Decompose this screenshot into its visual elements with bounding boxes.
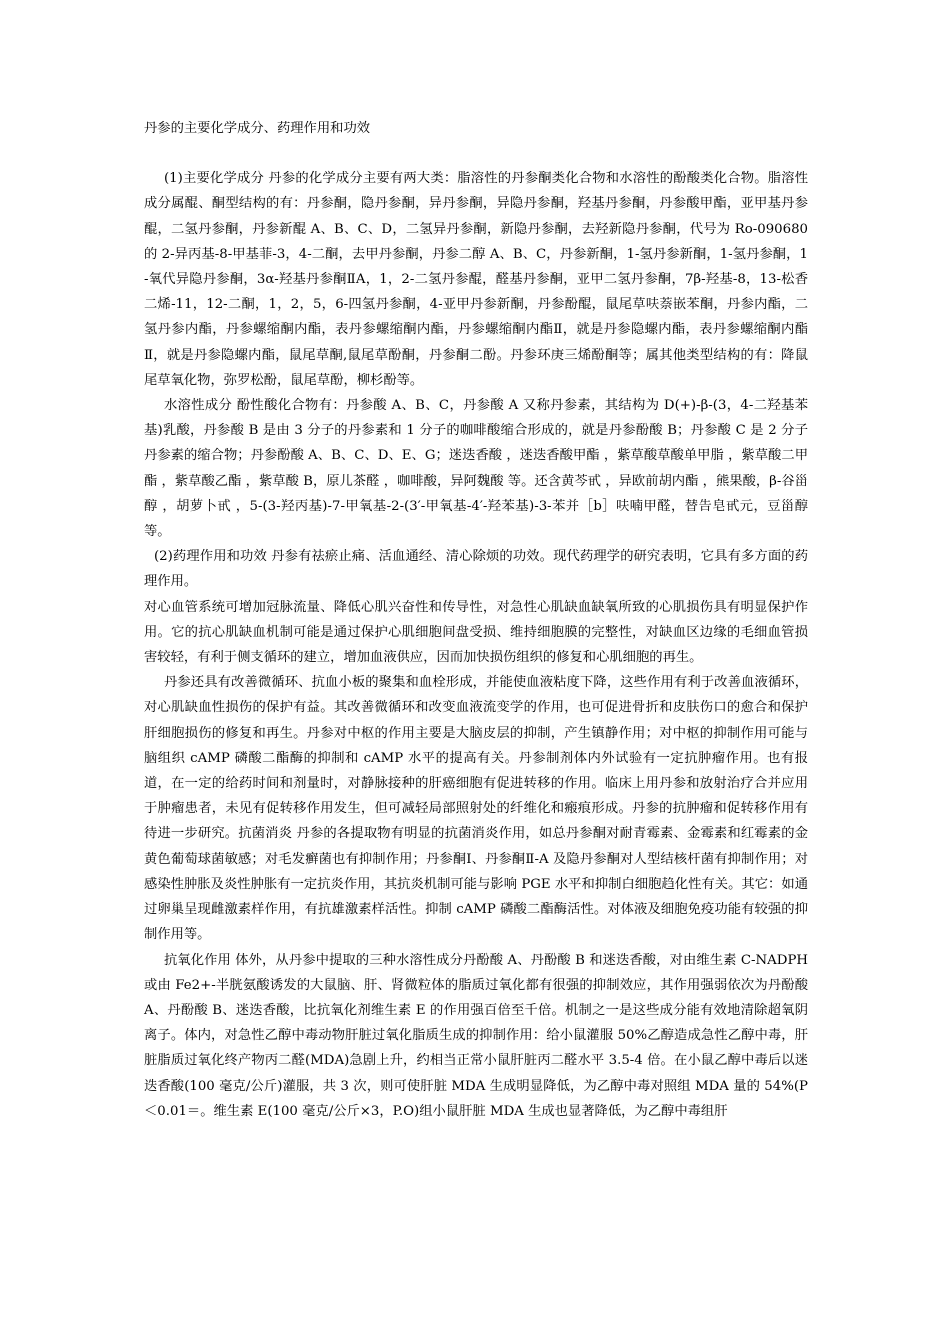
document-title: 丹参的主要化学成分、药理作用和功效 (144, 121, 371, 136)
paragraph-cardiovascular: 对心血管系统可增加冠脉流量、降低心肌兴奋性和传导性，对急性心肌缺血缺氧所致的心肌损伤具有明显保护作用。它的抗心肌缺血机制可能是通过保护心肌细胞间盘受损、维持细胞膜的完整性，对缺血区边缘的毛细血管损害较轻，有利于侧支循环的建立，增加血液供应，因而加快损伤组织的修复和心肌细胞的再生。 (144, 599, 808, 666)
paragraph-chemical-components: (1)主要化学成分 丹参的化学成分主要有两大类：脂溶性的丹参酮类化合物和水溶性的酚酸类化合物。脂溶性成分属醌、酮型结构的有：丹参酮，隐丹参酮，异丹参酮，异隐丹参酮，羟基丹参酮，丹参酸甲酯，亚甲基丹参醌，二氢丹参酮，丹参新醌 A、B、C、D，二氢异丹参酮，新隐丹参酮，去羟新隐丹参酮，代号为 Ro-090680 的 2-异丙基-8-甲基菲-3，4-二酮，去甲丹参酮，丹参二醇 A、B、C，丹参新酮，1-氢丹参新酮，1-氢丹参酮，1-氧代异隐丹参酮，3α-羟基丹参酮ⅡA，1，2-二氢丹参醌，醛基丹参酮，亚甲二氢丹参酮，7β-羟基-8，13-松香二烯-11，12-二酮，1，2，5，6-四氢丹参酮，4-亚甲丹参新酮，丹参酚醌，鼠尾草呋萘嵌苯酮，丹参内酯，二氢丹参内酯，丹参螺缩酮内酯，表丹参螺缩酮内酯，丹参螺缩酮内酯Ⅱ，就是丹参隐螺内酯，表丹参螺缩酮内酯Ⅱ，就是丹参隐螺内酯，鼠尾草酮,鼠尾草酚酮，丹参酮二酚。丹参环庚三烯酚酮等；属其他类型结构的有：降鼠尾草氧化物，弥罗松酚，鼠尾草酚，柳杉酚等。 (144, 171, 808, 388)
document-page (144, 116, 808, 1124)
paragraph-water-soluble: 水溶性成分 酚性酸化合物有：丹参酸 A、B、C，丹参酸 A 又称丹参素，其结构为 D(+)-β-(3，4-二羟基苯基)乳酸，丹参酸 B 是由 3 分子的丹参素和 1 分子的咖啡酸缩合形成的，就是丹参酚酸 B；丹参酸 C 是 2 分子丹参素的缩合物；丹参酚酸 A、B、C、D、E、G；迷迭香酸 ，迷迭香酸甲酯 ，紫草酸草酸单甲脂 ，紫草酸二甲酯 ，紫草酸乙酯 ，紫草酸 B，原儿茶醛 ，咖啡酸，异阿魏酸 等。还含黄芩甙 ，异欧前胡内酯 ，熊果酸，β-谷甾醇 ，胡萝卜甙 ，5-(3-羟丙基)-7-甲氧基-2-(3′-甲氧基-4′-羟苯基)-3-苯并［b］呋喃甲醛，替告皂甙元，豆甾醇等。 (144, 398, 808, 540)
paragraph-pharmacology-intro: (2)药理作用和功效 丹参有祛瘀止痛、活血通经、清心除烦的功效。现代药理学的研究表明，它具有多方面的药理作用。 (144, 549, 808, 590)
paragraph-microcirculation: 丹参还具有改善微循环、抗血小板的聚集和血栓形成，并能使血液粘度下降，这些作用有利于改善血液循环，对心肌缺血性损伤的保护有益。其改善微循环和改变血液流变学的作用，也可促进骨折和皮肤伤口的愈合和保护肝细胞损伤的修复和再生。丹参对中枢的作用主要是大脑皮层的抑制，产生镇静作用；对中枢的抑制作用可能与脑组织 cAMP 磷酸二酯酶的抑制和 cAMP 水平的提高有关。丹参制剂体内外试验有一定抗肿瘤作用。也有报道，在一定的给药时间和剂量时，对静脉接种的肝癌细胞有促进转移的作用。临床上用丹参和放射治疗合并应用于肿瘤患者，未见有促转移作用发生，但可减轻局部照射处的纤维化和瘢痕形成。丹参的抗肿瘤和促转移作用有待进一步研究。抗菌消炎 丹参的各提取物有明显的抗菌消炎作用，如总丹参酮对耐青霉素、金霉素和红霉素的金黄色葡萄球菌敏感；对毛发癣菌也有抑制作用；丹参酮Ⅰ、丹参酮Ⅱ-A 及隐丹参酮对人型结核杆菌有抑制作用；对感染性肿胀及炎性肿胀有一定抗炎作用，其抗炎机制可能与影响 PGE 水平和抑制白细胞趋化性有关。其它：如通过卵巢呈现雌激素样作用，有抗雄激素样活性。抑制 cAMP 磷酸二酯酶活性。对体液及细胞免疫功能有较强的抑制作用等。 (144, 675, 808, 943)
paragraph-antioxidant: 抗氧化作用 体外，从丹参中提取的三种水溶性成分丹酚酸 A、丹酚酸 B 和迷迭香酸，对由维生素 C-NADPH 或由 Fe2+-半胱氨酸诱发的大鼠脑、肝、肾微粒体的脂质过氧化都有很强的抑制效应，其作用强弱依次为丹酚酸 A、丹酚酸 B、迷迭香酸，比抗氧化剂维生素 E 的作用强百倍至千倍。机制之一是这些成分能有效地清除超氧阴离子。体内，对急性乙醇中毒动物肝脏过氧化脂质生成的抑制作用：给小鼠灌服 50%乙醇造成急性乙醇中毒，肝脏脂质过氧化终产物丙二醛(MDA)急剧上升，约相当正常小鼠肝脏丙二醛水平 3.5-4 倍。在小鼠乙醇中毒后以迷迭香酸(100 毫克/公斤)灌服，共 3 次，则可使肝脏 MDA 生成明显降低，为乙醇中毒对照组 MDA 量的 54%(P＜0.01＝。维生素 E(100 毫克/公斤×3，P.O)组小鼠肝脏 MDA 生成也显著降低，为乙醇中毒组肝 (144, 952, 808, 1119)
